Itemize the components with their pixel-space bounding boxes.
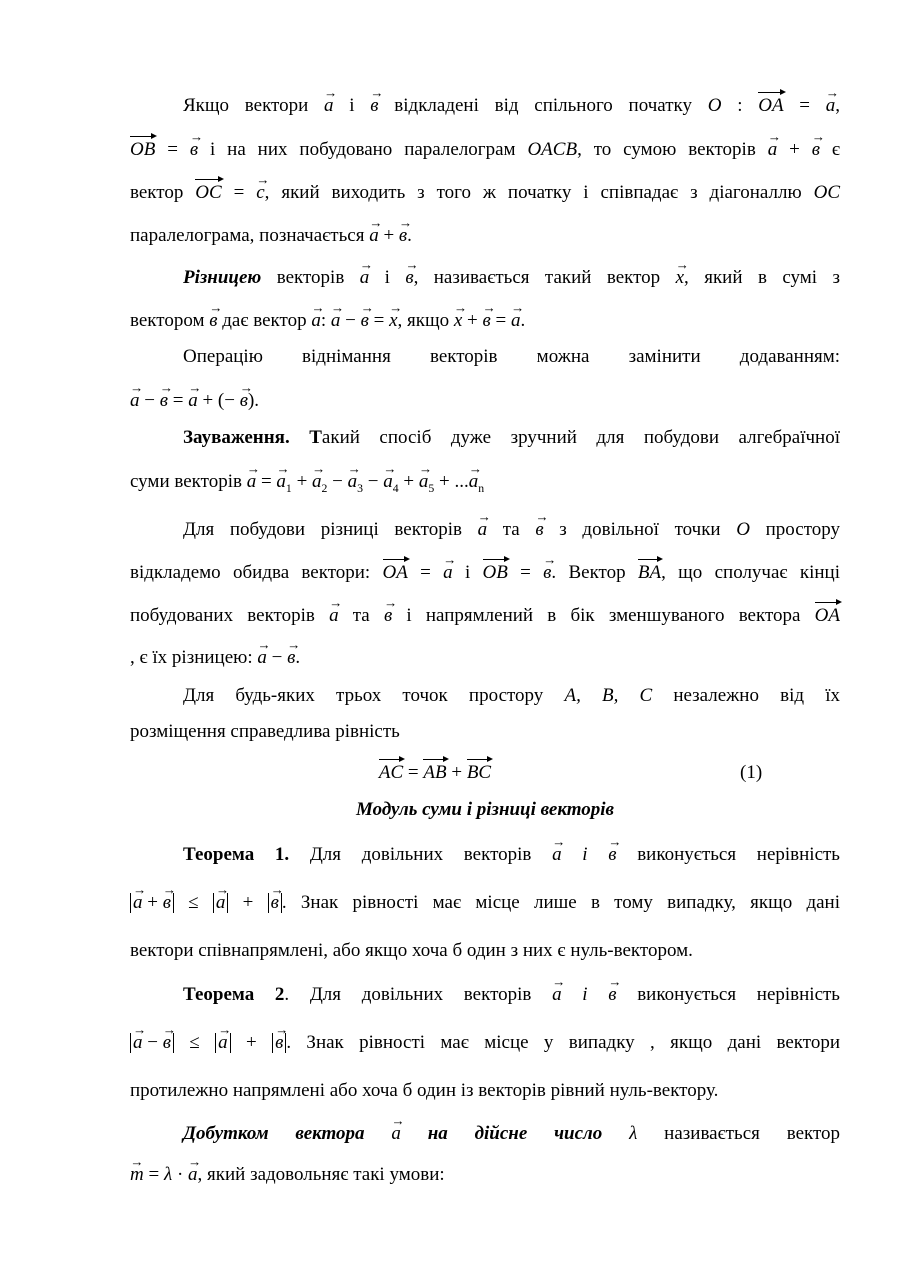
text-run: вектором (130, 310, 210, 331)
text-run: замінити (628, 346, 701, 367)
vector-symbol: → a (276, 472, 286, 491)
text-run: . Знак рівності має місце у випадку , якщо дані вектори (286, 1032, 840, 1053)
equation-number: (1) (740, 762, 763, 783)
text-line-p1l2 (130, 140, 840, 159)
text-run: + (777, 139, 812, 160)
vector-symbol: → a (188, 391, 198, 410)
vector-symbol: → a (469, 472, 479, 491)
vector-symbol: → в (209, 311, 217, 330)
vector-symbol: → в (287, 648, 295, 667)
text-run: . (295, 647, 301, 668)
text-run: паралелограма, позначається (130, 225, 370, 246)
text-run: можна (536, 346, 590, 367)
vector-symbol: → в (240, 391, 248, 410)
text-run: . (407, 225, 412, 246)
text-run: = (368, 310, 390, 331)
vector-segment: OA (814, 605, 840, 626)
text-run: + (230, 1032, 273, 1053)
vector-symbol: → a (511, 311, 521, 330)
text-line-p1l1 (183, 96, 840, 115)
text-run: вектор (130, 182, 196, 203)
text-run: відкладемо обидва вектори: (130, 562, 383, 583)
text-run: = (143, 1164, 164, 1185)
vector-symbol: → a (218, 1033, 228, 1053)
text-run: , (835, 95, 840, 116)
vector-modulus (213, 893, 229, 913)
text-line-t2l1 (183, 985, 840, 1004)
text-run: , то сумою векторів (577, 139, 768, 160)
bold-italic-term: Різницею (183, 267, 262, 288)
vector-symbol: → a (216, 893, 226, 913)
text-run: = (407, 562, 444, 583)
vector-symbol: → a (331, 311, 341, 330)
vector-symbol: → a (552, 845, 562, 864)
vector-symbol: → a (257, 648, 267, 667)
vector-symbol: → в (405, 268, 413, 287)
text-line-p3l2 (130, 391, 840, 410)
text-run: = (507, 562, 544, 583)
text-run: : (721, 95, 759, 116)
vector-symbol: → a (369, 226, 379, 245)
equation-number-line (740, 763, 800, 782)
text-run: векторів (261, 267, 360, 288)
vector-symbol: → c (256, 183, 264, 202)
text-line-p5l4 (130, 648, 840, 667)
math-symbol: OC (813, 182, 840, 203)
text-line-heading (130, 800, 840, 819)
text-run: відкладені від спільного початку (378, 95, 708, 116)
text-run: : (320, 310, 331, 331)
bold-term: Т (289, 427, 322, 448)
text-run: + (291, 471, 313, 492)
text-run: , якщо (397, 310, 454, 331)
vector-symbol: → a (329, 606, 339, 625)
vector-symbol: → a (324, 96, 334, 115)
vector-segment: OB (130, 139, 156, 160)
text-run: незалежно від їх (652, 685, 840, 706)
vector-segment: OB (482, 562, 508, 583)
text-run: і (333, 95, 371, 116)
math-symbol: і (561, 844, 609, 865)
vector-segment: OA (382, 562, 408, 583)
vector-symbol: → в (543, 563, 551, 582)
text-run (602, 1123, 629, 1144)
text-line-p4l2 (130, 472, 840, 495)
text-run: Для побудови різниці векторів (183, 519, 478, 540)
vector-symbol: → в (812, 140, 820, 159)
vector-symbol: → a (188, 1165, 198, 1184)
text-run: з довільної точки (543, 519, 737, 540)
text-run: Для будь-яких трьох точок простору (183, 685, 565, 706)
text-run: дає вектор (217, 310, 312, 331)
text-run: = (403, 762, 424, 783)
vector-symbol: → в (190, 140, 198, 159)
text-run: − (266, 647, 288, 668)
vector-symbol: → a (130, 391, 140, 410)
text-line-p7l2 (130, 1165, 840, 1184)
text-run: − (363, 471, 384, 492)
vector-symbol: → в (608, 985, 616, 1004)
text-run: , є їх різницею: (130, 647, 258, 668)
vector-symbol: → x (454, 311, 462, 330)
text-line-p5l1 (183, 520, 840, 539)
bold-term: Теорема 1. (183, 844, 290, 865)
vector-symbol: → в (275, 1033, 283, 1053)
vector-symbol: → a (552, 985, 562, 1004)
text-line-p5l3 (130, 606, 840, 625)
math-symbol: O (707, 95, 722, 116)
text-run: + (378, 225, 399, 246)
text-run: = (490, 310, 511, 331)
text-line-p4l1 (183, 428, 840, 447)
vector-symbol: → в (163, 1033, 171, 1053)
text-run: і (452, 562, 483, 583)
vector-segment: OA (758, 95, 784, 116)
text-run: . Вектор (551, 562, 638, 583)
text-run: , який задовольняє такі умови: (197, 1164, 445, 1185)
text-run: суми векторів (130, 471, 247, 492)
text-line-p7l1 (183, 1124, 840, 1143)
text-run: = (221, 182, 257, 203)
math-symbol: і (561, 984, 609, 1005)
vector-symbol: → m (130, 1165, 144, 1184)
text-line-p6l1 (183, 686, 840, 705)
text-run: називається вектор (637, 1123, 841, 1144)
text-run: . Знак рівності має місце лише в тому випадку, якщо дані (281, 892, 841, 913)
vector-symbol: → x (676, 268, 684, 287)
vector-symbol: → a (391, 1124, 401, 1143)
text-run: + (398, 471, 419, 492)
text-run: векторів (429, 346, 498, 367)
text-line-p3l1 (183, 347, 840, 366)
vector-symbol: → x (389, 311, 397, 330)
math-symbol: λ (163, 1164, 173, 1185)
text-run: , називається такий вектор (413, 267, 676, 288)
text-run: − (142, 1032, 163, 1053)
text-run: Операцію (183, 346, 263, 367)
vector-symbol: → в (361, 311, 369, 330)
text-line-t2l2 (130, 1033, 840, 1053)
text-run: та (487, 519, 536, 540)
vector-symbol: → a (311, 311, 321, 330)
vector-symbol: → в (271, 893, 279, 913)
text-run: − (139, 390, 160, 411)
math-symbol: A, B, C (564, 685, 653, 706)
text-run: додаванням: (739, 346, 841, 367)
text-line-t2l3 (130, 1081, 840, 1100)
text-line-p2l2 (130, 311, 840, 330)
vector-sum-modulus (130, 1033, 174, 1053)
text-line-t1l1 (183, 845, 840, 864)
bold-italic-term: Модуль суми і різниці векторів (355, 799, 615, 820)
vector-segment: AB (423, 762, 447, 783)
vector-symbol: → a (133, 893, 143, 913)
bold-italic-term: на дійсне число (427, 1123, 603, 1144)
vector-symbol: → a (312, 472, 322, 491)
bold-term: Зауваження. (183, 427, 290, 448)
vector-symbol: → a (348, 472, 358, 491)
text-run: + (446, 762, 467, 783)
text-run: вектори співнапрямлені, або якщо хоча б один з них є нуль-вектором. (130, 940, 693, 961)
text-run: простору (749, 519, 841, 540)
vector-symbol: → в (370, 96, 378, 115)
text-run: протилежно напрямлені або хоча б один із векторів рівний нуль-вектору. (130, 1080, 719, 1101)
text-line-p1l4 (130, 226, 840, 245)
text-line-p5l2 (130, 563, 840, 582)
bold-italic-term: Добутком вектора (183, 1123, 365, 1144)
text-run: ≤ (173, 1032, 216, 1053)
subscript: 3 (357, 481, 364, 495)
vector-modulus (272, 1033, 286, 1053)
math-symbol: O (736, 519, 750, 540)
vector-modulus (268, 893, 282, 913)
text-line-p6l2 (130, 722, 840, 741)
text-run: віднімання (302, 346, 391, 367)
text-line-eq1 (130, 763, 840, 782)
subscript: 5 (428, 481, 435, 495)
vector-sum-modulus (130, 893, 174, 913)
vector-symbol: → a (133, 1033, 143, 1053)
vector-symbol: → в (608, 845, 616, 864)
text-run: − (340, 310, 361, 331)
text-run: . Для довільних векторів (284, 984, 553, 1005)
text-run (401, 1123, 428, 1144)
vector-modulus (215, 1033, 231, 1053)
text-run (365, 1123, 392, 1144)
vector-symbol: → a (826, 96, 836, 115)
vector-segment: BA (637, 562, 662, 583)
vector-symbol: → a (419, 472, 429, 491)
text-line-t1l2 (130, 893, 840, 913)
text-run: + (228, 892, 268, 913)
vector-segment: OC (195, 182, 222, 203)
text-run: Якщо вектори (183, 95, 325, 116)
text-line-p1l3 (130, 183, 840, 202)
text-run: − (327, 471, 348, 492)
vector-symbol: → a (443, 563, 453, 582)
text-run: , який в сумі з (684, 267, 840, 288)
text-line-p2l1 (183, 268, 840, 287)
text-run: і на них побудовано паралелограм (198, 139, 528, 160)
vector-symbol: → в (483, 311, 491, 330)
math-symbol: OACB (527, 139, 578, 160)
vector-symbol: → в (163, 893, 171, 913)
text-run: = (155, 139, 190, 160)
text-run: ≤ (173, 892, 213, 913)
text-line-t1l3 (130, 941, 840, 960)
vector-symbol: → a (383, 472, 393, 491)
text-run: акий спосіб дуже зручний для побудови алгебраїчної (321, 427, 840, 448)
text-run: виконується нерівність (616, 844, 840, 865)
text-run: = (256, 471, 277, 492)
text-run: , що сполучає кінці (661, 562, 840, 583)
text-run: розміщення справедлива рівність (130, 721, 400, 742)
text-run: є (819, 139, 841, 160)
vector-symbol: → a (247, 472, 257, 491)
subscript: 2 (321, 481, 328, 495)
subscript: 1 (285, 481, 292, 495)
text-run: та (338, 605, 384, 626)
text-run: · (172, 1164, 189, 1185)
math-symbol: λ (629, 1123, 638, 1144)
text-run: Для довільних векторів (289, 844, 553, 865)
text-run: . (520, 310, 526, 331)
text-run: + (142, 892, 163, 913)
vector-segment: BC (466, 762, 492, 783)
text-run: побудованих векторів (130, 605, 330, 626)
text-run: і (369, 267, 406, 288)
text-run: ). (247, 390, 260, 411)
vector-symbol: → в (160, 391, 168, 410)
text-run: = (783, 95, 826, 116)
text-run: + ... (434, 471, 469, 492)
vector-symbol: → a (768, 140, 778, 159)
vector-symbol: → в (384, 606, 392, 625)
text-run: (− (217, 390, 240, 411)
vector-symbol: → в (535, 520, 543, 539)
vector-symbol: → a (360, 268, 370, 287)
subscript: 4 (392, 481, 399, 495)
text-run: , який виходить з того ж початку і співпадає з діагоналлю (264, 182, 814, 203)
text-run: + (462, 310, 483, 331)
vector-segment: AC (378, 762, 404, 783)
text-run: + (197, 390, 218, 411)
text-run: = (167, 390, 189, 411)
subscript: n (478, 481, 485, 495)
vector-symbol: → a (478, 520, 488, 539)
text-run: виконується нерівність (616, 984, 840, 1005)
text-run: і напрямлений в бік зменшуваного вектора (392, 605, 815, 626)
bold-term: Теорема 2 (183, 984, 285, 1005)
vector-symbol: → в (399, 226, 407, 245)
